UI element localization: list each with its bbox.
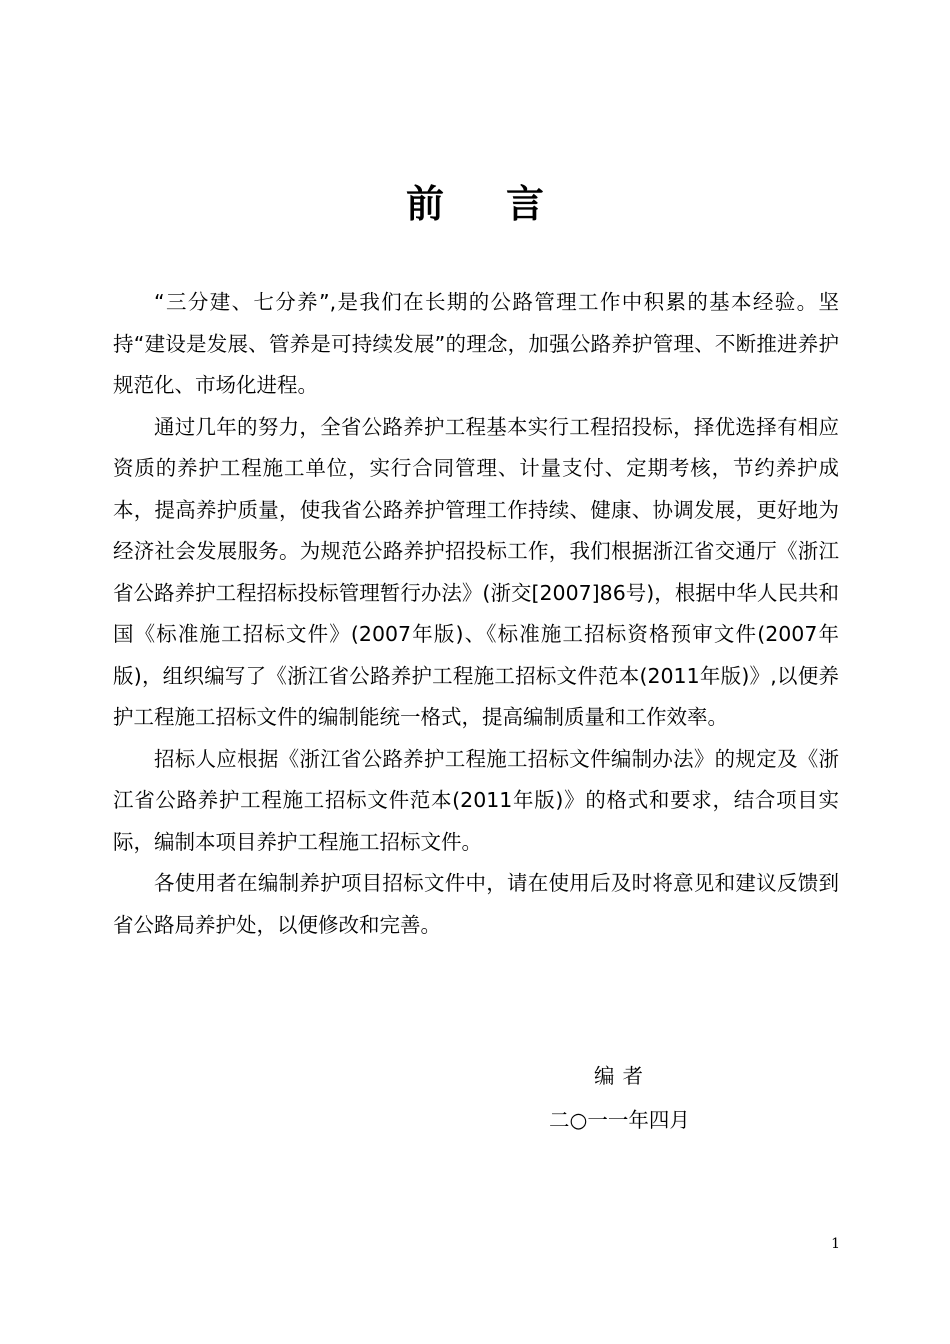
- paragraph-4: 各使用者在编制养护项目招标文件中，请在使用后及时将意见和建议反馈到省公路局养护处，以便修改和完善。: [113, 871, 839, 937]
- paragraph-2: 通过几年的努力，全省公路养护工程基本实行工程招投标，择优选择有相应资质的养护工程施工单位，实行合同管理、计量支付、定期考核，节约养护成本，提高养护质量，使我省公路养护管理工作持续、健康、协调发展，更好地为经济社会发展服务。为规范公路养护招投标工作，我们根据浙江省交通厅《浙江省公路养护工程招标投标管理暂行办法》(浙交[2007]86号)，根据中华人民共和国《标准施工招标文件》(2007年版)、《标准施工招标资格预审文件(2007年版)，组织编写了《浙江省公路养护工程施工招标文件范本(2011年版)》,以便养护工程施工招标文件的编制能统一格式，提高编制质量和工作效率。: [113, 414, 839, 729]
- preface-body: [113, 282, 839, 946]
- title-char-2: 言: [506, 182, 545, 226]
- paragraph-1: “三分建、七分养”,是我们在长期的公路管理工作中积累的基本经验。坚持“建设是发展、管养是可持续发展”的理念，加强公路养护管理、不断推进养护规范化、市场化进程。: [113, 290, 839, 397]
- paragraph-3: 招标人应根据《浙江省公路养护工程施工招标文件编制办法》的规定及《浙江省公路养护工程施工招标文件范本(2011年版)》的格式和要求，结合项目实际，编制本项目养护工程施工招标文件。: [113, 746, 839, 854]
- page-number: 1: [831, 1236, 840, 1252]
- signature-date: 二○一一年四月: [549, 1108, 690, 1132]
- signature-author: 编者: [594, 1064, 651, 1088]
- page-title: [0, 178, 950, 230]
- title-char-1: 前: [405, 182, 444, 226]
